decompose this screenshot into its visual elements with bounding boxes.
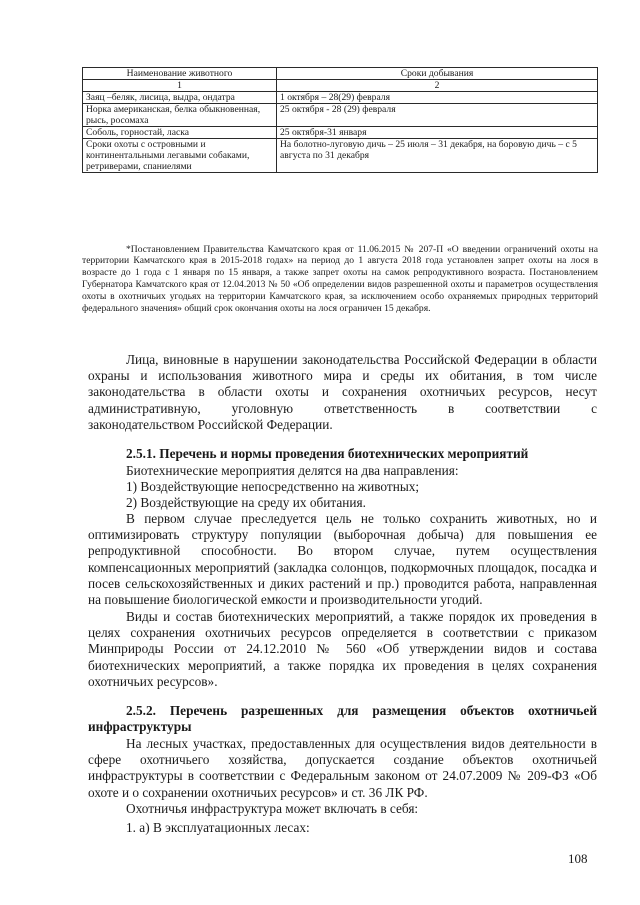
table-cell-period: На болотно-луговую дичь – 25 июля – 31 декабря, на боровую дичь – с 5 августа по 31 декабря [277, 139, 598, 173]
table-index-row [83, 80, 598, 92]
table-cell-period: 25 октября - 28 (29) февраля [277, 104, 598, 127]
table-index-2: 2 [277, 80, 598, 92]
table-row [83, 127, 598, 139]
table-cell-period: 25 октября-31 января [277, 127, 598, 139]
table-row [83, 104, 598, 127]
table-header-row [83, 68, 598, 80]
paragraph-forest-plots: На лесных участках, предоставленных для осуществления видов деятельности в сфере охотничьего хозяйства, допускается создание объектов охотничьей инфраструктуры в соответствии с Федеральным законом от 24.07.2009 № 209-ФЗ «Об охоте и о сохранении охотничьих ресурсов» и ст. 36 ЛК РФ. [88, 736, 597, 800]
hunting-periods-table [82, 67, 598, 173]
section-heading-2-5-2: 2.5.2. Перечень разрешенных для размещения объектов охотничьей [126, 703, 597, 718]
paragraph-liability: Лица, виновные в нарушении законодательства Российской Федерации в области охраны и использования животного мира и среды их обитания, в том числе законодательства в области охоты и сохранения охотничьих ресурсов, несут административную, уголовную ответственность в соответствии с [88, 352, 597, 416]
table-cell-animal: Сроки охоты с островными и континентальными легавыми собаками, ретриверами, спаниелями [83, 139, 277, 173]
table-cell-period: 1 октября – 28(29) февраля [277, 92, 598, 104]
table-footnote: *Постановлением Правительства Камчатского края от 11.06.2015 № 207-П «О введении ограничений охоты на территории Камчатского края в 2015-2018 годах» на период до 1 августа 2018 года установлен запрет охоты на лося в возрасте до 1 года с 1 января по 15 января, а также запрет охоты на самок репродуктивного возраста. Постановлением Губернатора Камчатского края от 12.04.2013 № 50 «Об определении видов разрешенной охоты и параметров осуществления охоты в охотничьих угодьях на территории Камчатского края, за исключением особо охраняемых природных территорий федерального значения» общий срок окончания охоты на лося ограничен 15 декабря. [82, 243, 598, 314]
table-row [83, 139, 598, 173]
table-header-animal: Наименование животного [83, 68, 277, 80]
paragraph-infrastructure: Охотничья инфраструктура может включать в себя: [126, 801, 419, 816]
table-header-period: Сроки добывания [277, 68, 598, 80]
paragraph-kinds-of-measures: Виды и состав биотехнических мероприятий, а также порядок их проведения в целях сохранения охотничьих ресурсов определяется в соответствии с приказом Минприроды России от 24.12.2010 № 560 «Об утверждении видов и состава биотехнических мероприятий, а также порядка их проведения в целях сохранения охотничьих ресурсов». [88, 609, 597, 689]
paragraph-liability-end: законодательством Российской Федерации. [88, 417, 333, 432]
table-cell-animal: Соболь, горностай, ласка [83, 127, 277, 139]
paragraph-item-a: 1. а) В эксплуатационных лесах: [126, 820, 310, 835]
table-index-1: 1 [83, 80, 277, 92]
section-heading-2-5-1: 2.5.1. Перечень и нормы проведения биотехнических мероприятий [126, 446, 529, 461]
list-item: 1) Воздействующие непосредственно на животных; [126, 479, 420, 494]
table-cell-animal: Норка американская, белка обыкновенная, рысь, росомаха [83, 104, 277, 127]
list-item: 2) Воздействующие на среду их обитания. [126, 495, 366, 510]
table-cell-animal: Заяц –беляк, лисица, выдра, ондатра [83, 92, 277, 104]
page-number: 108 [568, 851, 588, 866]
section-heading-2-5-2-cont: инфраструктуры [88, 719, 192, 734]
table-row [83, 92, 598, 104]
paragraph-two-directions: Биотехнические мероприятия делятся на два направления: [126, 463, 459, 478]
paragraph-first-case: В первом случае преследуется цель не только сохранить животных, но и оптимизировать структуру популяции (выборочная добыча) для повышения ее репродуктивной способности. Во втором случае, путем осуществления компенсационных мероприятий (закладка солонцов, подкормочных площадок, посадка и посев сельскохозяйственных и диких растений и пр.) проводится работа, направленная на повышение биологической емкости и производительности угодий. [88, 511, 597, 608]
